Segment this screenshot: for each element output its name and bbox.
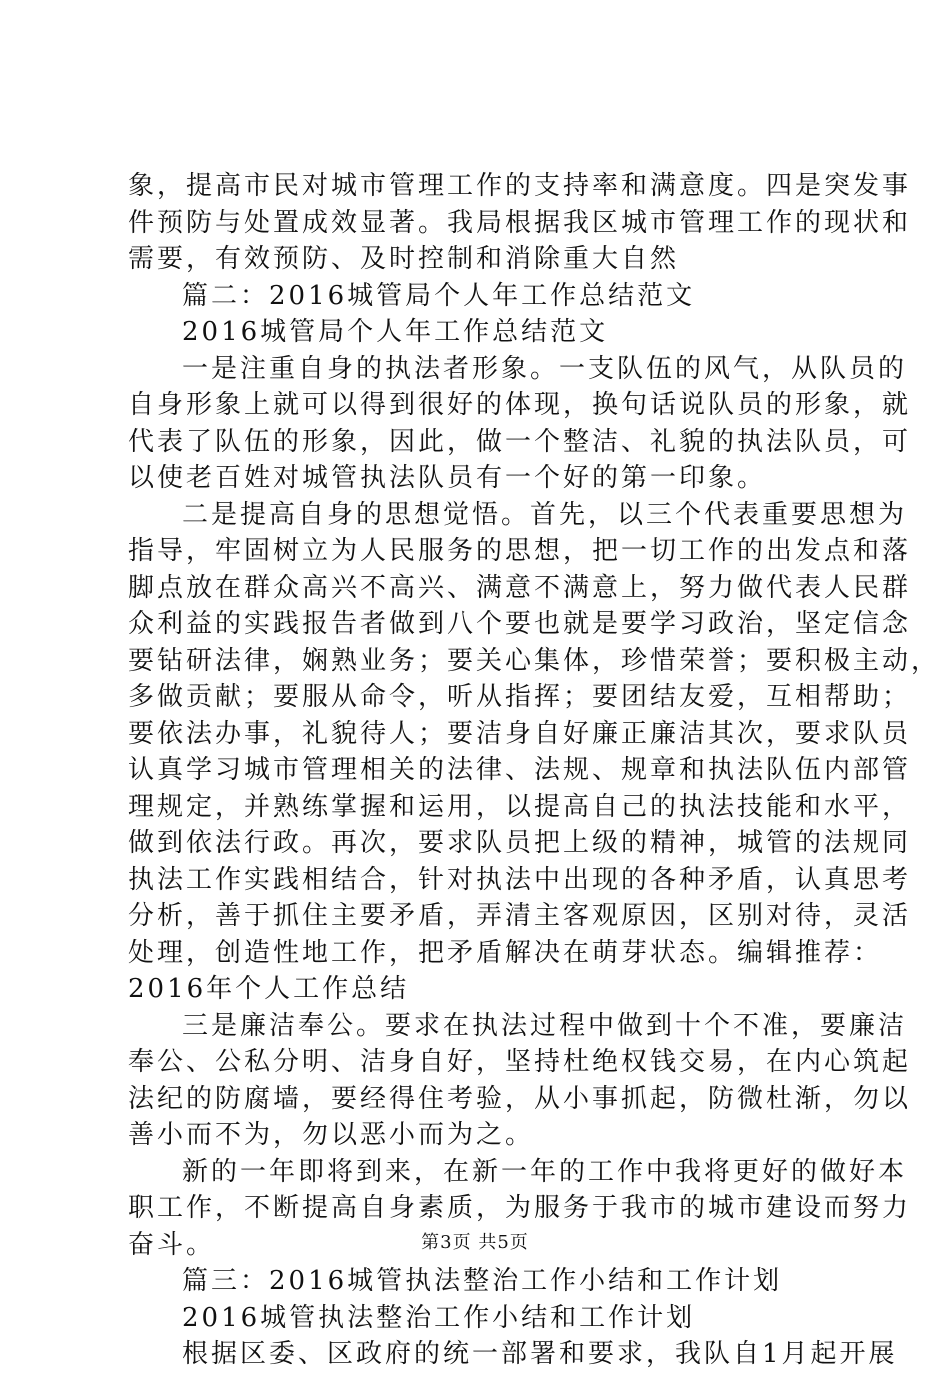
text-line: 件预防与处置成效显著。我局根据我区城市管理工作的现状和: [128, 207, 912, 238]
text-line: 脚点放在群众高兴不高兴、满意不满意上，努力做代表人民群: [128, 572, 912, 603]
paragraph-start: 三是廉洁奉公。要求在执法过程中做到十个不准，要廉洁: [182, 1010, 908, 1041]
text-line: 善小而不为，勿以恶小而为之。: [128, 1120, 535, 1150]
text-line: 以使老百姓对城管执法队员有一个好的第一印象。: [128, 463, 767, 493]
text-line: 分析，善于抓住主要矛盾，弄清主客观原因，区别对待，灵活: [128, 901, 912, 931]
text-line: 理规定，并熟练掌握和运用，以提高自己的执法技能和水平，: [128, 791, 912, 822]
paragraph-start: 二是提高自身的思想觉悟。首先，以三个代表重要思想为: [182, 499, 908, 530]
section-title: 2016城管局个人年工作总结范文: [182, 317, 609, 347]
section-title: 2016城管执法整治工作小结和工作计划: [182, 1302, 696, 1333]
text-line: 执法工作实践相结合，针对执法中出现的各种矛盾，认真思考: [128, 864, 912, 895]
text-line: 众利益的实践报告者做到八个要也就是要学习政治，坚定信念: [128, 609, 912, 639]
text-line: 职工作，不断提高自身素质，为服务于我市的城市建设而努力: [128, 1193, 912, 1223]
text-line: 自身形象上就可以得到很好的体现，换句话说队员的形象，就: [128, 390, 912, 420]
paragraph-start: 新的一年即将到来，在新一年的工作中我将更好的做好本: [182, 1156, 908, 1187]
text-line: 要钻研法律，娴熟业务；要关心集体，珍惜荣誉；要积极主动，: [128, 645, 941, 676]
text-line: 多做贡献；要服从命令，听从指挥；要团结友爱，互相帮助；: [128, 682, 912, 712]
text-line: 需要，有效预防、及时控制和消除重大自然: [128, 244, 680, 274]
paragraph-start: 根据区委、区政府的统一部署和要求，我队自1月起开展: [182, 1339, 898, 1369]
page-number-footer: 第3页 共5页: [421, 1232, 529, 1253]
section-heading: 篇二：2016城管局个人年工作总结范文: [182, 280, 696, 311]
text-line: 代表了队伍的形象，因此，做一个整洁、礼貌的执法队员，可: [128, 426, 912, 457]
text-line: 认真学习城市管理相关的法律、法规、规章和执法队伍内部管: [128, 755, 912, 785]
text-line: 指导，牢固树立为人民服务的思想，把一切工作的出发点和落: [128, 536, 912, 566]
text-line: 奉公、公私分明、洁身自好，坚持杜绝权钱交易，在内心筑起: [128, 1047, 912, 1077]
text-line: 象，提高市民对城市管理工作的支持率和满意度。四是突发事: [128, 171, 912, 201]
document-body: [128, 168, 941, 1373]
text-line: 2016年个人工作总结: [128, 974, 410, 1004]
section-heading: 篇三：2016城管执法整治工作小结和工作计划: [182, 1266, 783, 1296]
paragraph-start: 一是注重自身的执法者形象。一支队伍的风气，从队员的: [182, 353, 908, 384]
text-line: 处理，创造性地工作，把矛盾解决在萌芽状态。编辑推荐：: [128, 937, 883, 968]
text-line: 做到依法行政。再次，要求队员把上级的精神，城管的法规同: [128, 828, 912, 858]
text-line: 法纪的防腐墙，要经得住考验，从小事抓起，防微杜渐，勿以: [128, 1083, 912, 1114]
text-line: 奋斗。: [128, 1229, 216, 1260]
text-line: 要依法办事，礼貌待人；要洁身自好廉正廉洁其次，要求队员: [128, 718, 912, 749]
